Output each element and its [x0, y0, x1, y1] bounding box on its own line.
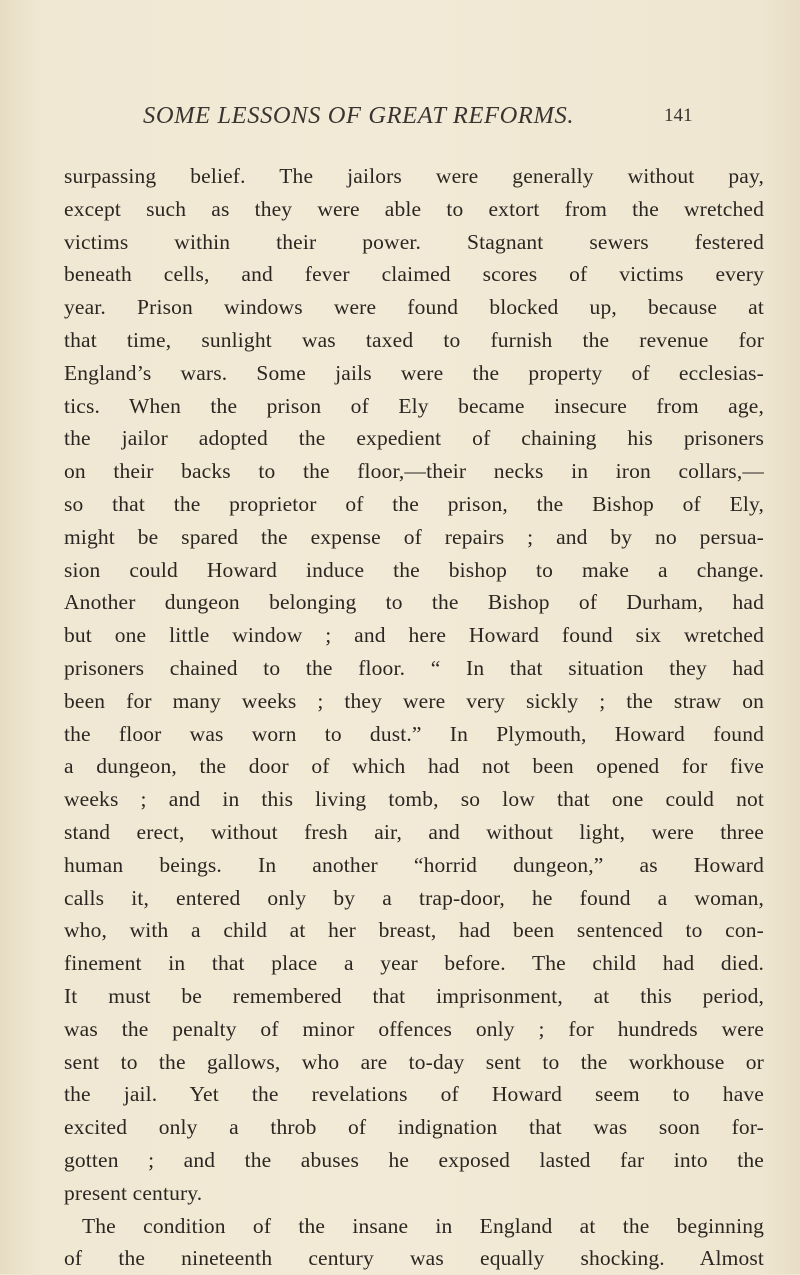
body-text: [64, 160, 764, 1275]
text-line: tics. When the prison of Ely became insecure from age,: [64, 393, 764, 418]
text-line: of the nineteenth century was equally shocking. Almost: [64, 1246, 764, 1271]
text-line: sent to the gallows, who are to-day sent to the workhouse or: [64, 1049, 764, 1074]
text-line: on their backs to the floor,—their necks in iron collars,—: [64, 459, 764, 484]
text-line: prisoners chained to the floor. “ In that situation they had: [64, 655, 764, 680]
text-line: the jail. Yet the revelations of Howard seem to have: [64, 1082, 764, 1107]
text-line: been for many weeks ; they were very sickly ; the straw on: [64, 688, 764, 713]
text-line: victims within their power. Stagnant sewers festered: [64, 229, 764, 254]
text-line: the floor was worn to dust.” In Plymouth, Howard found: [64, 721, 764, 746]
text-line: except such as they were able to extort from the wretched: [64, 196, 764, 221]
text-line: that time, sunlight was taxed to furnish the revenue for: [64, 327, 764, 352]
page-number: 141: [664, 105, 693, 126]
text-line: present century.: [64, 1180, 203, 1205]
text-line: weeks ; and in this living tomb, so low that one could not: [64, 787, 764, 812]
text-line: the jailor adopted the expedient of chaining his prisoners: [64, 426, 764, 451]
text-line: The condition of the insane in England at the beginning: [82, 1213, 764, 1238]
running-title: SOME LESSONS OF GREAT REFORMS.: [143, 102, 575, 129]
text-line: but one little window ; and here Howard found six wretched: [64, 623, 764, 648]
text-line: was the penalty of minor offences only ; for hundreds were: [64, 1016, 764, 1041]
text-line: human beings. In another “horrid dungeon,” as Howard: [64, 852, 764, 877]
text-line: finement in that place a year before. The child had died.: [64, 951, 764, 976]
text-line: so that the proprietor of the prison, the Bishop of Ely,: [64, 491, 764, 516]
text-line: year. Prison windows were found blocked up, because at: [64, 295, 764, 320]
text-line: stand erect, without fresh air, and without light, were three: [64, 819, 764, 844]
text-line: sion could Howard induce the bishop to make a change.: [64, 557, 764, 582]
running-head: [0, 102, 800, 136]
text-line: England’s wars. Some jails were the property of ecclesias-: [64, 360, 764, 385]
text-line: who, with a child at her breast, had been sentenced to con-: [64, 918, 764, 943]
text-line: beneath cells, and fever claimed scores of victims every: [64, 262, 764, 287]
text-line: a dungeon, the door of which had not been opened for five: [64, 754, 764, 779]
text-line: surpassing belief. The jailors were generally without pay,: [64, 164, 764, 188]
text-line: It must be remembered that imprisonment, at this period,: [64, 983, 764, 1008]
text-line: excited only a throb of indignation that was soon for-: [64, 1115, 764, 1140]
text-line: calls it, entered only by a trap-door, he found a woman,: [64, 885, 764, 910]
text-line: might be spared the expense of repairs ; and by no persua-: [64, 524, 764, 549]
text-line: gotten ; and the abuses he exposed lasted far into the: [64, 1147, 764, 1172]
text-line: Another dungeon belonging to the Bishop of Durham, had: [64, 590, 764, 615]
